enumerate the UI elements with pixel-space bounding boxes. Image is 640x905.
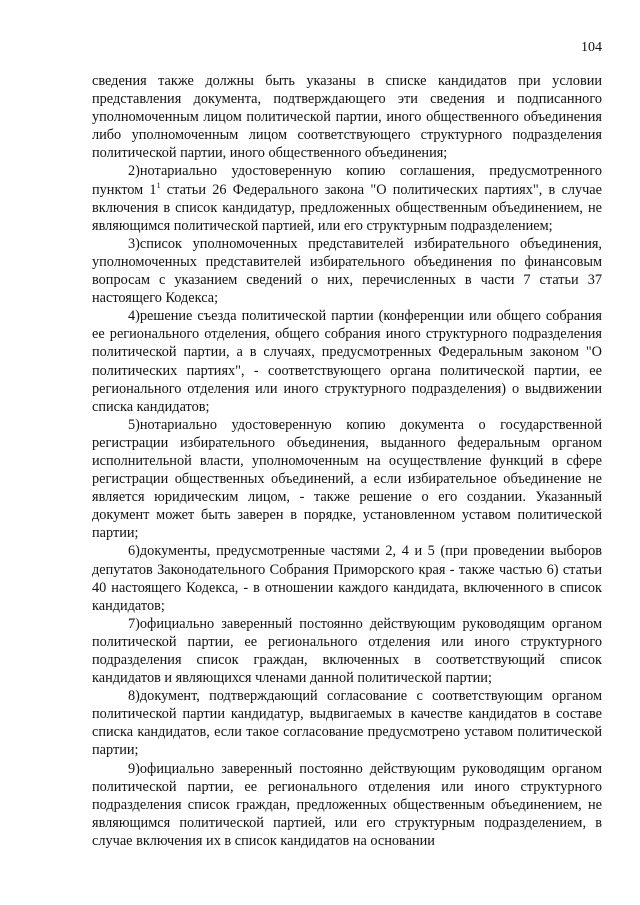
paragraph-6: 7)официально заверенный постоянно действующим руководящим органом политической партии, ее регионального отделения или иного структурного подразделения список граждан, включенных в соответствующий список кандидатов и являющихся членами данной политической партии; bbox=[92, 615, 602, 687]
document-body bbox=[92, 72, 602, 850]
paragraph-1-text-before: 2)нотариально удостоверенную копию соглашения, предусмотренного пунктом 1 bbox=[92, 163, 602, 198]
paragraph-4: 5)нотариально удостоверенную копию документа о государственной регистрации избирательного объединения, выданного федеральным органом исполнительной власти, уполномоченным на осуществление функций в сфере регистрации общественных объединений, а если избирательное объединение не является юридическим лицом, - также решение о его создании. Указанный документ может быть заверен в порядке, установленном уставом политической партии; bbox=[92, 416, 602, 542]
page-number: 104 bbox=[581, 40, 602, 55]
paragraph-0: сведения также должны быть указаны в списке кандидатов при условии представления документа, подтверждающего эти сведения и подписанного уполномоченным лицом политической партии, иного общественного объединения либо уполномоченным лицом соответствующего структурного подразделения политической партии, иного общественного объединения; bbox=[92, 73, 602, 162]
paragraph-1-text-after: статьи 26 Федерального закона "О политических партиях", в случае включения в список кандидатур, предложенных общественным объединением, не являющимся политической партией, или его структурным подразделением; bbox=[92, 181, 602, 234]
paragraph-7: 8)документ, подтверждающий согласование с соответствующим органом политической партии кандидатур, выдвигаемых в качестве кандидатов в составе списка кандидатов, если такое согласование предусмотрено уставом политической партии; bbox=[92, 688, 602, 759]
paragraph-3: 4)решение съезда политической партии (конференции или общего собрания ее регионального отделения, общего собрания иного структурного подразделения политической партии, а в случаях, предусмотренных Федеральным законом "О политических партиях", - соответствующего органа политической партии, ее регионального отделения или иного структурного подразделения) о выдвижении списка кандидатов; bbox=[92, 308, 602, 415]
paragraph-8: 9)официально заверенный постоянно действующим руководящим органом политической партии, ее регионального отделения или иного структурного подразделения список граждан, предложенных общественным объединением, не являющимся политической партией, или его структурным подразделением, в случае включения их в список кандидатов на основании bbox=[92, 760, 602, 849]
paragraph-2: 3)список уполномоченных представителей избирательного объединения, уполномоченных представителей избирательного объединения по финансовым вопросам с указанием сведений о них, перечисленных в части 7 статьи 37 настоящего Кодекса; bbox=[92, 235, 602, 307]
paragraph-1 bbox=[92, 162, 602, 234]
paragraph-1-superscript: 1 bbox=[156, 180, 161, 190]
paragraph-5: 6)документы, предусмотренные частями 2, 4 и 5 (при проведении выборов депутатов Законодательного Собрания Приморского края - также частью 6) статьи 40 настоящего Кодекса, - в отношении каждого кандидата, включенного в список кандидатов; bbox=[92, 543, 602, 614]
